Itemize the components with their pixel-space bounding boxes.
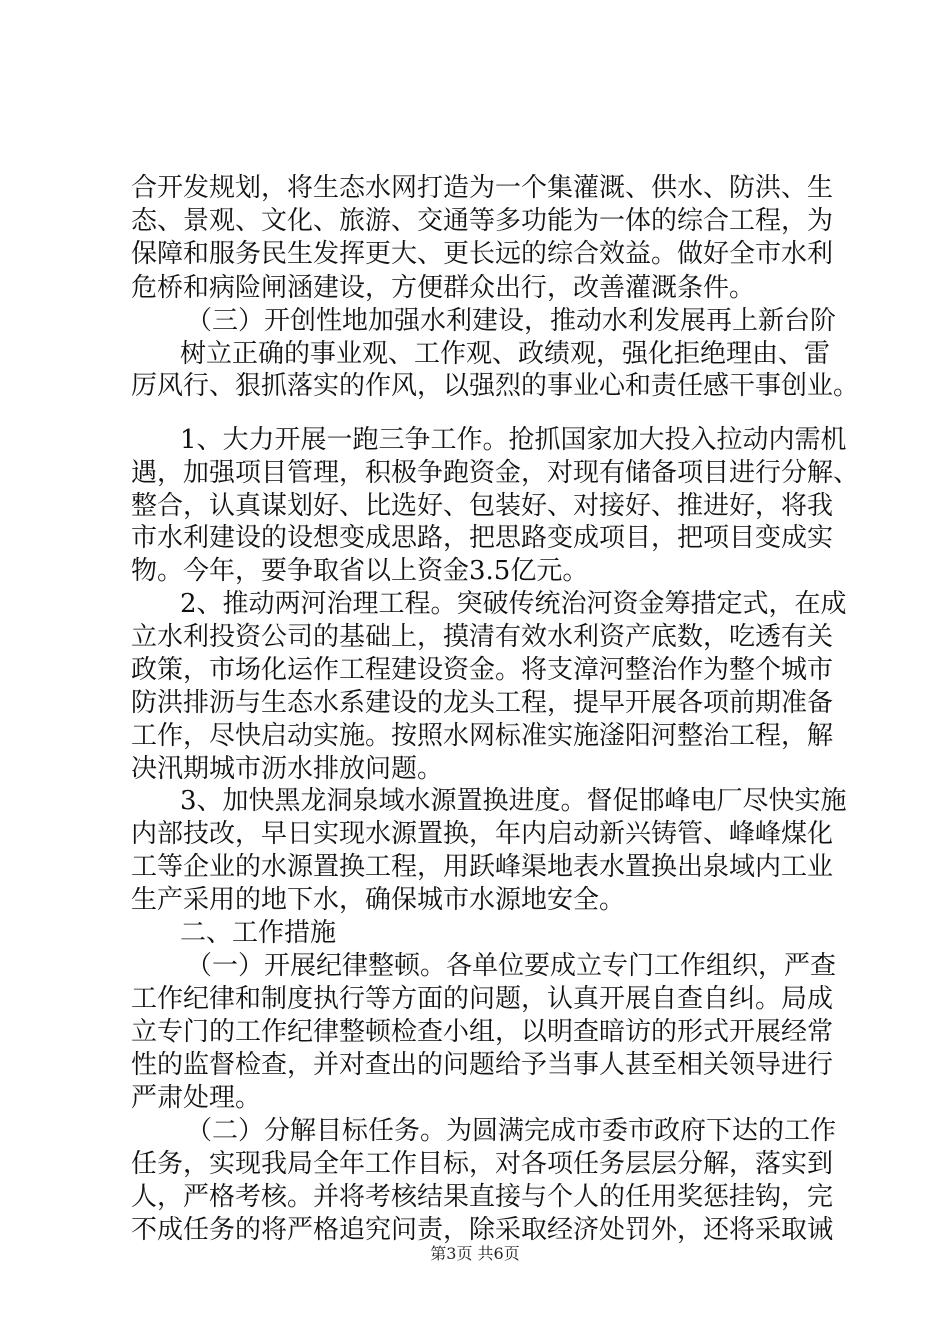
text-line: 物。今年，要争取省以上资金3.5亿元。: [131, 556, 589, 586]
text-line: 任务，实现我局全年工作目标，对各项任务层层分解，落实到: [131, 1149, 834, 1179]
text-line: 立水利投资公司的基础上，摸清有效水利资产底数，吃透有关: [131, 622, 834, 652]
text-line: 立专门的工作纪律整顿检查小组，以明查暗访的形式开展经常: [131, 1017, 834, 1047]
text-line: 态、景观、文化、旅游、交通等多功能为一体的综合工程，为: [131, 206, 834, 236]
text-line: 遇，加强项目管理，积极争跑资金，对现有储备项目进行分解、: [131, 458, 860, 488]
text-line: 政策，市场化运作工程建设资金。将支漳河整治作为整个城市: [131, 655, 834, 685]
text-line: 树立正确的事业观、工作观、政绩观，强化拒绝理由、雷: [180, 339, 831, 369]
text-line: 工作纪律和制度执行等方面的问题，认真开展自查自纠。局成: [131, 984, 834, 1014]
text-line: 3、加快黑龙洞泉域水源置换进度。督促邯峰电厂尽快实施: [180, 786, 847, 816]
section-heading: （三）开创性地加强水利建设，推动水利发展再上新台阶: [186, 306, 837, 336]
text-line: （一）开展纪律整顿。各单位要成立专门工作组织，严查: [186, 951, 837, 981]
text-line: 整合，认真谋划好、比选好、包装好、对接好、推进好，将我: [131, 491, 834, 521]
text-line: 合开发规划，将生态水网打造为一个集灌溉、供水、防洪、生: [131, 173, 834, 203]
text-line: 人，严格考核。并将考核结果直接与个人的任用奖惩挂钩，完: [131, 1182, 834, 1212]
text-line: 工作，尽快启动实施。按照水网标准实施滏阳河整治工程，解: [131, 721, 834, 751]
text-line: 1、大力开展一跑三争工作。抢抓国家加大投入拉动内需机: [180, 425, 847, 455]
section-heading: 二、工作措施: [180, 918, 337, 948]
text-line: 市水利建设的设想变成思路，把思路变成项目，把项目变成实: [131, 523, 834, 553]
text-line: （二）分解目标任务。为圆满完成市委市政府下达的工作: [186, 1116, 837, 1146]
text-line: 防洪排沥与生态水系建设的龙头工程，提早开展各项前期准备: [131, 688, 834, 718]
text-line: 性的监督检查，并对查出的问题给予当事人甚至相关领导进行: [131, 1050, 834, 1080]
text-line: 2、推动两河治理工程。突破传统治河资金筹措定式，在成: [180, 589, 847, 619]
text-line: 决汛期城市沥水排放问题。: [131, 754, 444, 784]
text-line: 保障和服务民生发挥更大、更长远的综合效益。做好全市水利: [131, 239, 834, 269]
text-line: 不成任务的将严格追究问责，除采取经济处罚外，还将采取诫: [131, 1215, 834, 1245]
text-line: 严肃处理。: [131, 1083, 262, 1113]
text-line: 危桥和病险闸涵建设，方便群众出行，改善灌溉条件。: [131, 273, 756, 303]
text-line: 厉风行、狠抓落实的作风，以强烈的事业心和责任感干事创业。: [131, 371, 860, 401]
text-line: 工等企业的水源置换工程，用跃峰渠地表水置换出泉域内工业: [131, 852, 834, 882]
text-line: 内部技改，早日实现水源置换，年内启动新兴铸管、峰峰煤化: [131, 819, 834, 849]
page-number: 第3页 共6页: [430, 1244, 520, 1263]
text-line: 生产采用的地下水，确保城市水源地安全。: [131, 885, 626, 915]
